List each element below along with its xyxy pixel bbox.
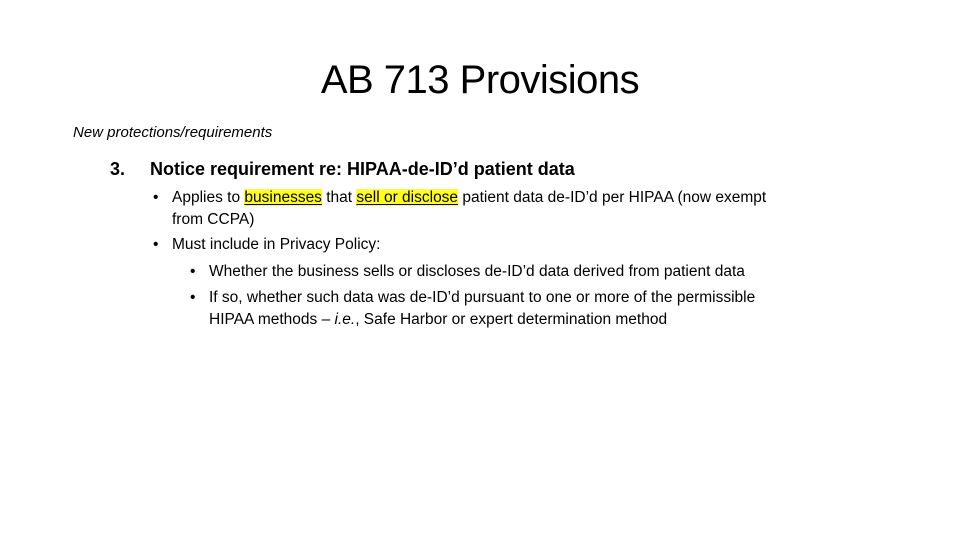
subbullet-if-so	[190, 287, 756, 310]
bullet-glyph: •	[153, 189, 159, 206]
bullet-applies-to	[153, 187, 767, 210]
section-heading-text: Notice requirement re: HIPAA-de-ID’d patient data	[150, 159, 575, 179]
bullet-text: HIPAA methods –	[209, 311, 335, 328]
bullet-text: If so, whether such data was de-ID’d pursuant to one or more of the permissible	[209, 289, 756, 306]
bullet-must-include	[153, 234, 381, 257]
bullet-text: Whether the business sells or discloses de-ID’d data derived from patient data	[209, 263, 745, 280]
subbullet-whether-sells	[190, 261, 745, 284]
bullet-text: patient data de-ID’d per HIPAA (now exempt	[458, 189, 767, 206]
highlight-sell-or-disclose: sell or disclose	[356, 189, 459, 206]
bullet-text: Applies to	[172, 189, 245, 206]
highlight-businesses: businesses	[244, 189, 322, 206]
bullet-glyph: •	[153, 236, 159, 253]
slide-subtitle: New protections/requirements	[73, 124, 273, 141]
bullet-text-italic: i.e.	[334, 311, 356, 328]
bullet-text: , Safe Harbor or expert determination method	[355, 311, 668, 328]
section-number: 3.	[110, 159, 126, 179]
slide-title: AB 713 Provisions	[320, 58, 640, 102]
bullet-text: that	[321, 189, 357, 206]
bullet-applies-to-continuation	[172, 209, 254, 232]
section-heading	[110, 156, 575, 182]
bullet-text: Must include in Privacy Policy:	[172, 236, 381, 253]
bullet-glyph: •	[190, 263, 196, 280]
subbullet-if-so-continuation	[209, 309, 667, 332]
bullet-text: from CCPA)	[172, 211, 255, 228]
bullet-glyph: •	[190, 289, 196, 306]
